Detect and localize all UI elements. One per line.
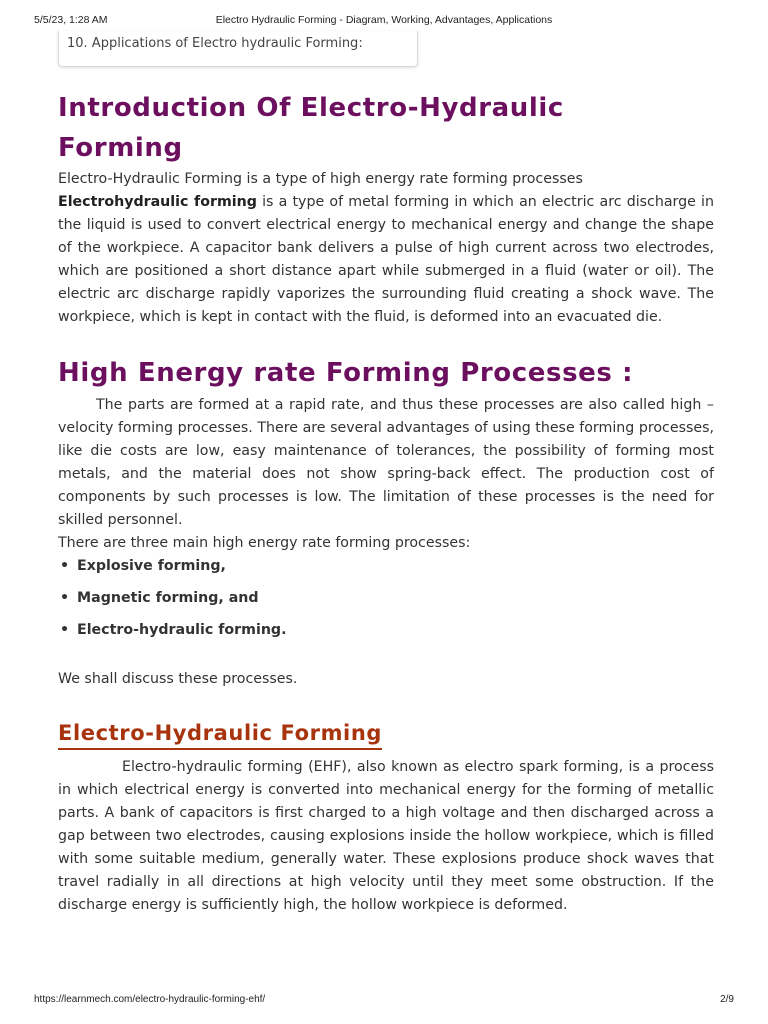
intro-bold-term: Electrohydraulic forming bbox=[58, 194, 257, 210]
intro-body-paragraph bbox=[58, 191, 714, 329]
bullet-icon: • bbox=[60, 622, 70, 638]
print-page-number: 2/9 bbox=[720, 994, 734, 1005]
bullet-icon: • bbox=[60, 590, 70, 606]
process-list bbox=[58, 555, 714, 641]
print-header bbox=[0, 14, 768, 32]
heading-introduction-line1: Introduction Of Electro-Hydraulic bbox=[58, 93, 564, 123]
heading-introduction bbox=[58, 88, 714, 168]
heading-introduction-line2: Forming bbox=[58, 133, 183, 163]
print-url: https://learnmech.com/electro-hydraulic-forming-ehf/ bbox=[34, 994, 266, 1005]
list-item-text: Magnetic forming, and bbox=[77, 590, 259, 606]
intro-lead-paragraph: Electro-Hydraulic Forming is a type of high energy rate forming processes bbox=[58, 171, 583, 187]
intro-body-text: is a type of metal forming in which an electric arc discharge in the liquid is used to convert electrical energy to mechanical energy and change the shape of the workpiece. A capacitor bank delivers a pulse of high current across two electrodes, which are positioned a short distance apart while submerged in a fluid (water or oil). The electric arc discharge rapidly vaporizes the surrounding fluid creating a shock wave. The workpiece, which is kept in contact with the fluid, is deformed into an evacuated die. bbox=[58, 194, 714, 325]
ehf-body-paragraph: Electro-hydraulic forming (EHF), also known as electro spark forming, is a process in which electrical energy is converted into mechanical energy for the forming of metallic parts. A bank of capacitors is first charged to a high voltage and then discharged across a gap between two electrodes, causing explosions inside the hollow workpiece, which is filled with some suitable medium, generally water. These explosions produce shock waves that travel radially in all directions at high velocity until they meet some obstruction. If the discharge energy is sufficiently high, the hollow workpiece is deformed. bbox=[58, 759, 714, 913]
high-energy-body-paragraph: The parts are formed at a rapid rate, and thus these processes are also called high – velocity forming processes. There are several advantages of using these forming processes, like die costs are low, easy maintenance of tolerances, the possibility of forming most metals, and the material does not show spring-back effect. The production cost of components by such processes is low. The limitation of these processes is the need for skilled personnel. bbox=[58, 397, 714, 528]
print-page-title: Electro Hydraulic Forming - Diagram, Working, Advantages, Applications bbox=[215, 14, 553, 26]
print-footer bbox=[0, 994, 768, 1010]
list-item bbox=[58, 555, 714, 577]
list-item-text: Electro-hydraulic forming. bbox=[77, 622, 287, 638]
table-of-contents-box bbox=[58, 31, 418, 67]
ehf-heading-wrapper bbox=[58, 718, 714, 750]
heading-electro-hydraulic-forming[interactable]: Electro-Hydraulic Forming bbox=[58, 718, 382, 750]
list-item-text: Explosive forming, bbox=[77, 558, 226, 574]
list-item bbox=[58, 587, 714, 609]
article-content bbox=[58, 88, 714, 917]
toc-item-applications[interactable]: 10. Applications of Electro hydraulic Forming: bbox=[67, 36, 363, 51]
heading-high-energy: High Energy rate Forming Processes : bbox=[58, 358, 634, 388]
bullet-icon: • bbox=[60, 558, 70, 574]
print-timestamp: 5/5/23, 1:28 AM bbox=[34, 14, 108, 26]
high-energy-closing: We shall discuss these processes. bbox=[58, 671, 298, 687]
list-item bbox=[58, 619, 714, 641]
high-energy-list-intro: There are three main high energy rate forming processes: bbox=[58, 535, 471, 551]
